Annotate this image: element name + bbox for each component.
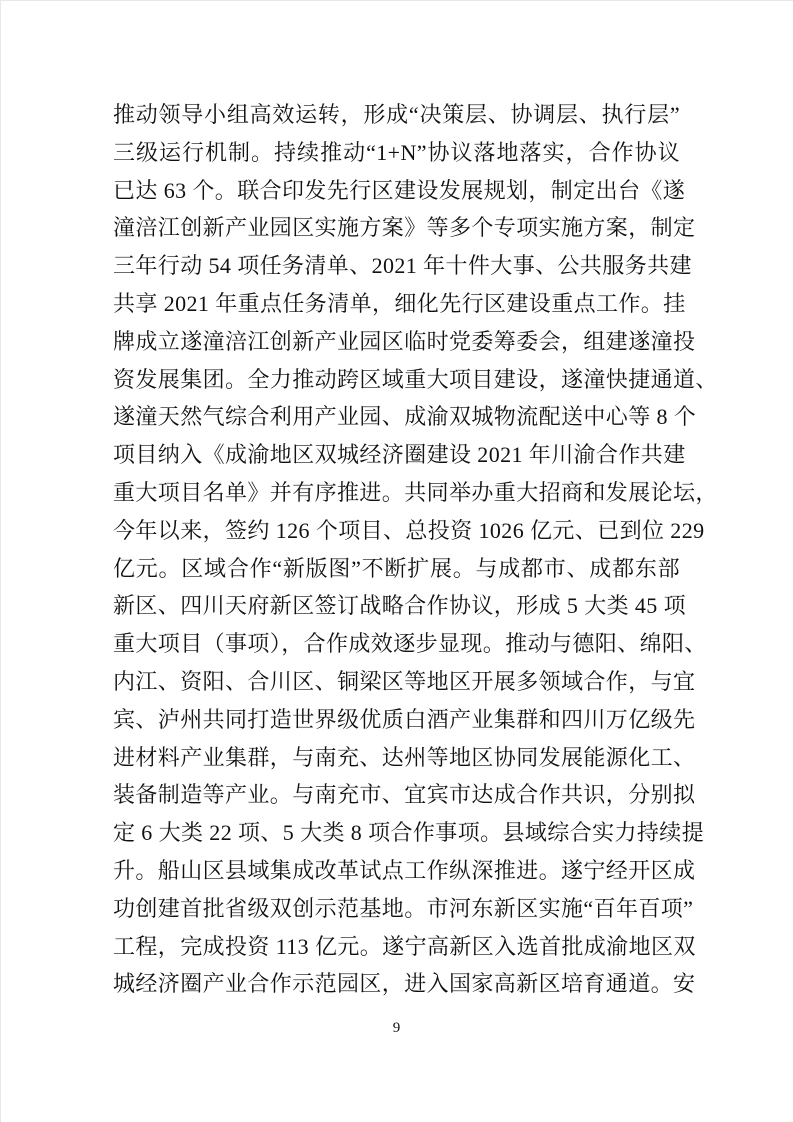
text-line: 定 6 大类 22 项、5 大类 8 项合作事项。县域综合实力持续提	[113, 820, 705, 846]
text-line: 工程，完成投资 113 亿元。遂宁高新区入选首批成渝地区双	[113, 933, 696, 959]
text-line: 资发展集团。全力推动跨区域重大项目建设，遂潼快捷通道、	[113, 366, 718, 392]
text-line: 潼涪江创新产业园区实施方案》等多个专项实施方案，制定	[113, 215, 696, 241]
text-line: 遂潼天然气综合利用产业园、成渝双城物流配送中心等 8 个	[113, 404, 697, 430]
text-line: 城经济圈产业合作示范园区，进入国家高新区培育通道。安	[113, 971, 696, 997]
body-text	[113, 96, 718, 1003]
text-line: 宾、泸州共同打造世界级优质白酒产业集群和四川万亿级先	[113, 706, 696, 732]
text-line: 内江、资阳、合川区、铜梁区等地区开展多领域合作，与宜	[113, 668, 696, 694]
text-line: 升。船山区县域集成改革试点工作纵深推进。遂宁经开区成	[113, 857, 696, 883]
text-line: 功创建首批省级双创示范基地。市河东新区实施“百年百项”	[113, 895, 694, 921]
text-line: 三级运行机制。持续推动“1+N”协议落地落实，合作协议	[113, 139, 680, 165]
text-line: 推动领导小组高效运转，形成“决策层、协调层、执行层”	[113, 102, 680, 127]
text-line: 装备制造等产业。与南充市、宜宾市达成合作共识，分别拟	[113, 782, 696, 808]
text-line: 重大项目（事项），合作成效逐步显现。推动与德阳、绵阳、	[113, 631, 707, 657]
text-line: 共享 2021 年重点任务清单，细化先行区建设重点工作。挂	[113, 290, 686, 316]
text-line: 已达 63 个。联合印发先行区建设发展规划，制定出台《遂	[113, 177, 686, 203]
text-line: 亿元。区域合作“新版图”不断扩展。与成都市、成都东部	[113, 555, 680, 581]
text-line: 今年以来，签约 126 个项目、总投资 1026 亿元、已到位 229	[113, 517, 705, 543]
text-line: 牌成立遂潼涪江创新产业园区临时党委筹委会，组建遂潼投	[113, 328, 696, 354]
text-line: 进材料产业集群，与南充、达州等地区协同发展能源化工、	[113, 744, 696, 770]
page-number: 9	[392, 1020, 401, 1036]
text-line: 项目纳入《成渝地区双城经济圈建设 2021 年川渝合作共建	[113, 442, 686, 468]
text-line: 三年行动 54 项任务清单、2021 年十件大事、公共服务共建	[113, 253, 692, 279]
text-line: 重大项目名单》并有序推进。共同举办重大招商和发展论坛，	[113, 479, 718, 505]
text-line: 新区、四川天府新区签订战略合作协议，形成 5 大类 45 项	[113, 593, 687, 619]
